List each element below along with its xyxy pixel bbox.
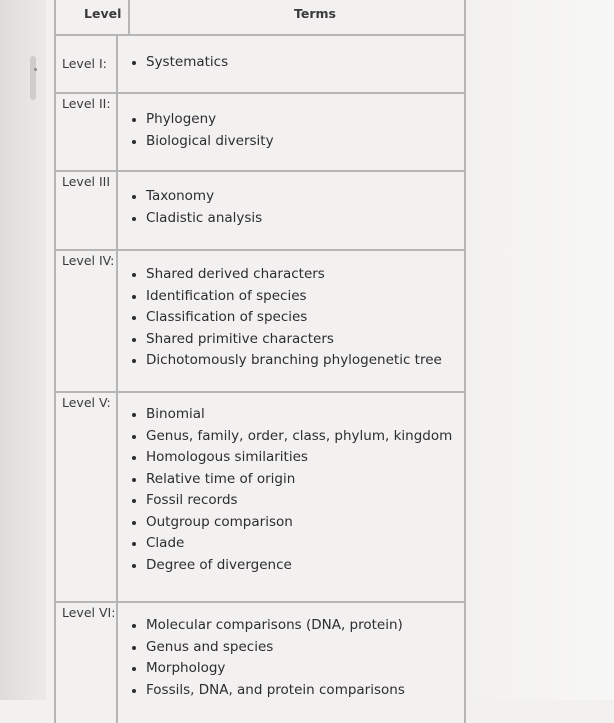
list-item: Homologous similarities bbox=[132, 447, 460, 469]
list-item: Relative time of origin bbox=[132, 469, 460, 491]
list-item: Genus, family, order, class, phylum, kingdom bbox=[132, 426, 460, 448]
bullet-dot-icon bbox=[34, 68, 37, 71]
table-row-level-4 bbox=[56, 251, 466, 393]
list-item: Genus and species bbox=[132, 637, 460, 659]
level-label: Level IV: bbox=[56, 251, 118, 391]
terms-cell bbox=[118, 36, 466, 92]
terms-list bbox=[132, 52, 460, 74]
terms-list bbox=[132, 404, 460, 576]
terms-cell bbox=[118, 172, 466, 249]
terms-cell bbox=[118, 251, 466, 391]
list-item: Binomial bbox=[132, 404, 460, 426]
list-item: Morphology bbox=[132, 658, 460, 680]
level-label: Level III bbox=[56, 172, 118, 249]
list-item: Identification of species bbox=[132, 286, 460, 308]
left-margin bbox=[0, 0, 46, 700]
list-item: Degree of divergence bbox=[132, 555, 460, 577]
table-row-level-5 bbox=[56, 393, 466, 603]
level-label: Level V: bbox=[56, 393, 118, 601]
table-row-level-1 bbox=[56, 36, 466, 94]
list-item: Systematics bbox=[132, 52, 460, 74]
list-item: Clade bbox=[132, 533, 460, 555]
list-item: Shared primitive characters bbox=[132, 329, 460, 351]
terms-cell bbox=[118, 603, 466, 723]
levels-terms-table bbox=[54, 0, 466, 723]
list-item: Fossils, DNA, and protein comparisons bbox=[132, 680, 460, 702]
list-item: Fossil records bbox=[132, 490, 460, 512]
list-item: Classification of species bbox=[132, 307, 460, 329]
list-item: Dichotomously branching phylogenetic tree bbox=[132, 350, 460, 372]
list-item: Cladistic analysis bbox=[132, 208, 460, 230]
scroll-indicator bbox=[30, 56, 36, 100]
right-edge-glare bbox=[464, 0, 614, 700]
list-item: Biological diversity bbox=[132, 131, 460, 153]
terms-list bbox=[132, 615, 460, 701]
terms-cell bbox=[118, 94, 466, 170]
header-terms: Terms bbox=[130, 0, 466, 34]
list-item: Molecular comparisons (DNA, protein) bbox=[132, 615, 460, 637]
list-item: Phylogeny bbox=[132, 109, 460, 131]
terms-list bbox=[132, 109, 460, 152]
list-item: Taxonomy bbox=[132, 186, 460, 208]
terms-cell bbox=[118, 393, 466, 601]
list-item: Shared derived characters bbox=[132, 264, 460, 286]
level-label: Level VI: bbox=[56, 603, 118, 723]
level-label: Level II: bbox=[56, 94, 118, 170]
list-item: Outgroup comparison bbox=[132, 512, 460, 534]
table-header-row bbox=[56, 0, 466, 36]
table-row-level-3 bbox=[56, 172, 466, 251]
terms-list bbox=[132, 186, 460, 229]
table-row-level-6 bbox=[56, 603, 466, 723]
header-level: Level bbox=[56, 0, 130, 34]
level-label: Level I: bbox=[56, 36, 118, 92]
table-row-level-2 bbox=[56, 94, 466, 172]
terms-list bbox=[132, 264, 460, 372]
